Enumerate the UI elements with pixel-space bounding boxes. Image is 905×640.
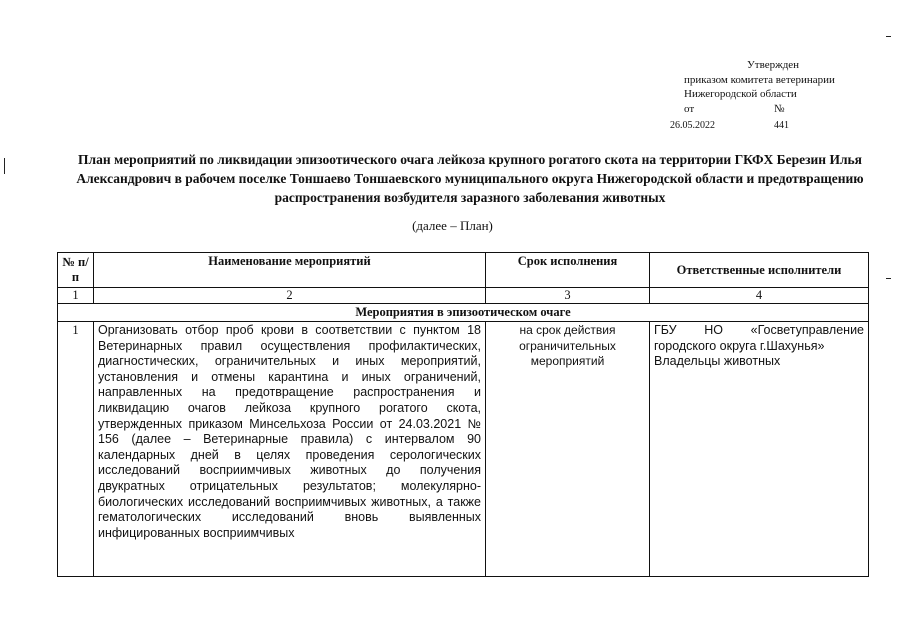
header-num: № п/п [58, 253, 94, 288]
table-header-row [58, 253, 869, 288]
row-number: 1 [58, 322, 94, 577]
document-title: План мероприятий по ликвидации эпизоотического очага лейкоза крупного рогатого скота на территории ГКФХ Березин Илья Александрович в рабочем поселке Тоншаево Тоншаевского муниципального округа Нижегородской области и предотвращению распространения возбудителя заразного заболевания животных [76, 152, 864, 205]
row-term: на срок действия ограничительных мероприятий [486, 322, 650, 577]
plan-table [57, 252, 869, 577]
column-numbers-row [58, 288, 869, 304]
approval-date: 26.05.2022 [670, 120, 715, 131]
row-responsible [650, 322, 869, 577]
approval-labels-row [684, 102, 884, 117]
header-responsible: Ответственные исполнители [650, 253, 869, 288]
margin-tick-right-top [886, 36, 891, 37]
document-subtitle: (далее – План) [412, 218, 493, 233]
approval-line-1: Утвержден [747, 59, 800, 71]
column-number: 1 [58, 288, 94, 304]
responsible-owners: Владельцы животных [654, 354, 781, 369]
approval-line-3: Нижегородской области [684, 88, 797, 100]
responsible-org: ГБУ НО «Госветуправление городского округа г.Шахунья» [654, 323, 864, 353]
approval-number: 441 [774, 120, 789, 131]
approval-from-label: от [684, 102, 695, 115]
header-term: Срок исполнения [486, 253, 650, 288]
section-title: Мероприятия в эпизоотическом очаге [58, 304, 869, 322]
approval-number-label: № [774, 102, 785, 115]
column-number: 4 [650, 288, 869, 304]
approval-stamp [670, 58, 884, 134]
header-name: Наименование мероприятий [94, 253, 486, 288]
margin-tick-left [4, 158, 5, 174]
approval-line-2: приказом комитета ветеринарии [684, 73, 835, 86]
section-row [58, 304, 869, 322]
row-activity: Организовать отбор проб крови в соответствии с пунктом 18 Ветеринарных правил осуществления профилактических, диагностических, ограничительных и иных мероприятий, установления и отмены карантина и иных ограничений, направленных на предотвращение распространения и ликвидацию очагов лейкоза крупного рогатого скота, утвержденных приказом Минсельхоза России от 24.03.2021 № 156 (далее – Ветеринарные правила) с интервалом 90 календарных дней в целях проведения серологических исследований восприимчивых животных до получения двукратных отрицательных результатов; молекулярно-биологических исследований восприимчивых животных, а также гематологических исследований вновь выявленных инфицированных восприимчивых [94, 322, 486, 577]
column-number: 2 [94, 288, 486, 304]
table-row [58, 322, 869, 577]
approval-values-row [670, 119, 884, 134]
column-number: 3 [486, 288, 650, 304]
margin-tick-right [886, 278, 891, 279]
